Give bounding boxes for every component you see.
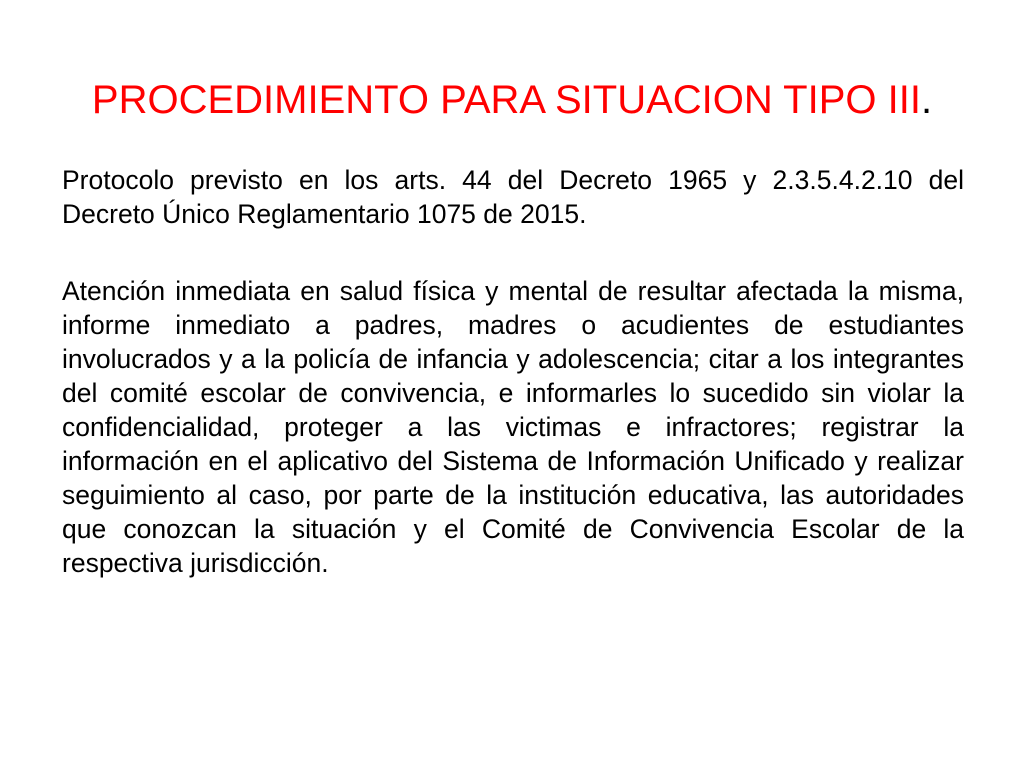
paragraph-attention: Atención inmediata en salud física y mental de resultar afectada la misma, informe inmediato a padres, madres o acudientes de estudiantes involucrados y a la policía de infancia y adolescencia; citar a los integrantes del comité escolar de convivencia, e informarles lo sucedido sin violar la confidencialidad, proteger a las victimas e infractores; registrar la información en el aplicativo del Sistema de Información Unificado y realizar seguimiento al caso, por parte de la institución educativa, las autoridades que conozcan la situación y el Comité de Convivencia Escolar de la respectiva jurisdicción. xyxy=(62,276,964,578)
slide-title-text: PROCEDIMIENTO PARA SITUACION TIPO III xyxy=(91,78,921,122)
slide-title-period: . xyxy=(920,78,933,122)
slide-title xyxy=(0,76,1024,124)
slide-body xyxy=(62,163,964,580)
paragraph-protocol: Protocolo previsto en los arts. 44 del Decreto 1965 y 2.3.5.4.2.10 del Decreto Único Reglamentario 1075 de 2015. xyxy=(62,165,964,229)
